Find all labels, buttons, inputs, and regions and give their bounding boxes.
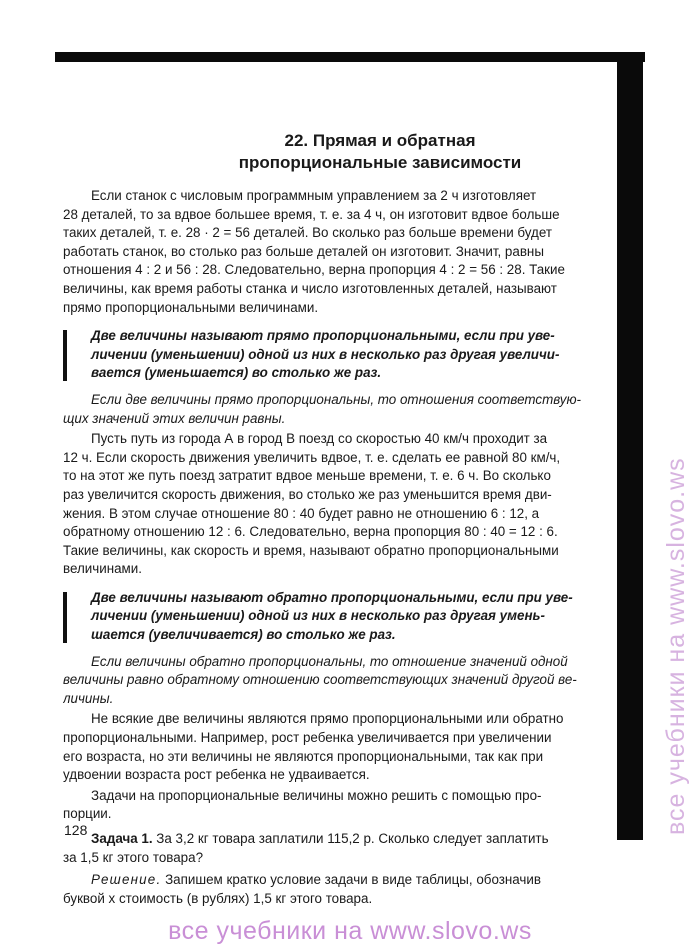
definition-marker	[63, 592, 67, 643]
text-line: Если величины обратно пропорциональны, то отношение значений одной	[91, 653, 568, 669]
text-line: жения. В этом случае отношение 80 : 40 будет равно не отношению 6 : 12, а	[63, 505, 540, 521]
solution-text: Запишем кратко условие задачи в виде таблицы, обозначив	[161, 872, 541, 888]
text-line: таких деталей, т. е. 28 · 2 = 56 деталей. Во сколько раз больше времени будет	[63, 225, 553, 241]
watermark-bottom: все учебники на www.slovo.ws	[168, 917, 532, 945]
title-line-2: пропорциональные зависимости	[238, 153, 522, 172]
definition-direct	[63, 327, 625, 383]
paragraph-2	[63, 430, 625, 579]
definition-inverse	[63, 589, 625, 645]
solution-label: Решение.	[91, 872, 162, 888]
text-line: прямо пропорциональными величинами.	[63, 299, 319, 315]
property-direct	[63, 391, 625, 428]
definition-marker	[63, 330, 67, 381]
definition-line: Две величины называют прямо пропорциональными, если при уве-	[91, 328, 555, 344]
text-line: Если станок с числовым программным управлением за 2 ч изготовляет	[91, 188, 537, 203]
solution-line: буквой x стоимость (в рублях) 1,5 кг этого товара.	[63, 890, 373, 906]
title-line-1: 22. Прямая и обратная	[284, 131, 476, 150]
paragraph-4	[63, 787, 625, 824]
section-title	[135, 130, 625, 174]
definition-line: Две величины называют обратно пропорциональными, если при уве-	[91, 589, 573, 605]
text-line: личины.	[63, 690, 114, 706]
text-line: 28 деталей, то за вдвое большее время, т. е. за 4 ч, он изготовит вдвое больше	[63, 206, 560, 222]
task-line: за 1,5 кг этого товара?	[63, 849, 204, 865]
text-line: щих значений этих величин равны.	[63, 410, 286, 426]
text-line: работать станок, во столько раз больше деталей он изготовит. Значит, равны	[63, 243, 544, 259]
text-line: 12 ч. Если скорость движения увеличить вдвое, т. е. сделать ее равной 80 км/ч,	[63, 449, 561, 465]
watermark-side: все учебники на www.slovo.ws	[662, 457, 690, 835]
text-line: Пусть путь из города А в город В поезд со скоростью 40 км/ч проходит за	[91, 431, 548, 447]
text-line: Не всякие две величины являются прямо пропорциональными или обратно	[91, 711, 564, 727]
text-line: Такие величины, как скорость и время, называют обратно пропорциональными	[63, 542, 559, 558]
solution-line	[63, 871, 625, 890]
text-line: отношения 4 : 2 и 56 : 28. Следовательно, верна пропорция 4 : 2 = 56 : 28. Такие	[63, 262, 565, 278]
text-line: величинами.	[63, 561, 142, 577]
solution	[63, 871, 625, 908]
paragraph-3	[63, 710, 625, 784]
property-inverse	[63, 653, 625, 709]
text-line: раз увеличится скорость движения, во столько же раз уменьшится время дви-	[63, 486, 552, 502]
text-line: пропорциональными. Например, рост ребенка увеличивается при увеличении	[63, 730, 552, 746]
text-line: Если две величины прямо пропорциональны, то отношения соответствую-	[91, 391, 581, 407]
text-line: Задачи на пропорциональные величины можно решить с помощью про-	[91, 787, 542, 803]
definition-line: шается (увеличивается) во столько же раз.	[91, 627, 396, 643]
text-line: удвоении возраста рост ребенка не удваивается.	[63, 767, 370, 783]
definition-line: личении (уменьшении) одной из них в несколько раз другая умень-	[91, 608, 545, 624]
text-line: величины, как время работы станка и число изготовленных деталей, называют	[63, 280, 557, 296]
task-1	[63, 830, 625, 867]
text-line: величины равно обратному отношению соответствующих значений другой ве-	[63, 672, 577, 688]
page-number: 128	[64, 822, 88, 838]
task-line	[63, 830, 625, 849]
top-rule	[55, 52, 645, 62]
text-line: обратному отношению 12 : 6. Следовательно, верна пропорция 80 : 40 = 12 : 6.	[63, 524, 558, 540]
definition-line: вается (уменьшается) во столько же раз.	[91, 365, 382, 381]
text-line: его возраста, но эти величины не являются пропорциональными, так как при	[63, 748, 544, 764]
text-line: то на этот же путь поезд затратит вдвое меньше времени, т. е. 6 ч. Во сколько	[63, 468, 551, 484]
task-text: За 3,2 кг товара заплатили 115,2 р. Сколько следует заплатить	[152, 831, 549, 846]
text-line: порции.	[63, 806, 112, 822]
text-column	[63, 110, 625, 910]
definition-line: личении (уменьшении) одной из них в несколько раз другая увеличи-	[91, 346, 560, 362]
paragraph-1	[63, 187, 625, 317]
task-label: Задача 1.	[91, 831, 153, 846]
